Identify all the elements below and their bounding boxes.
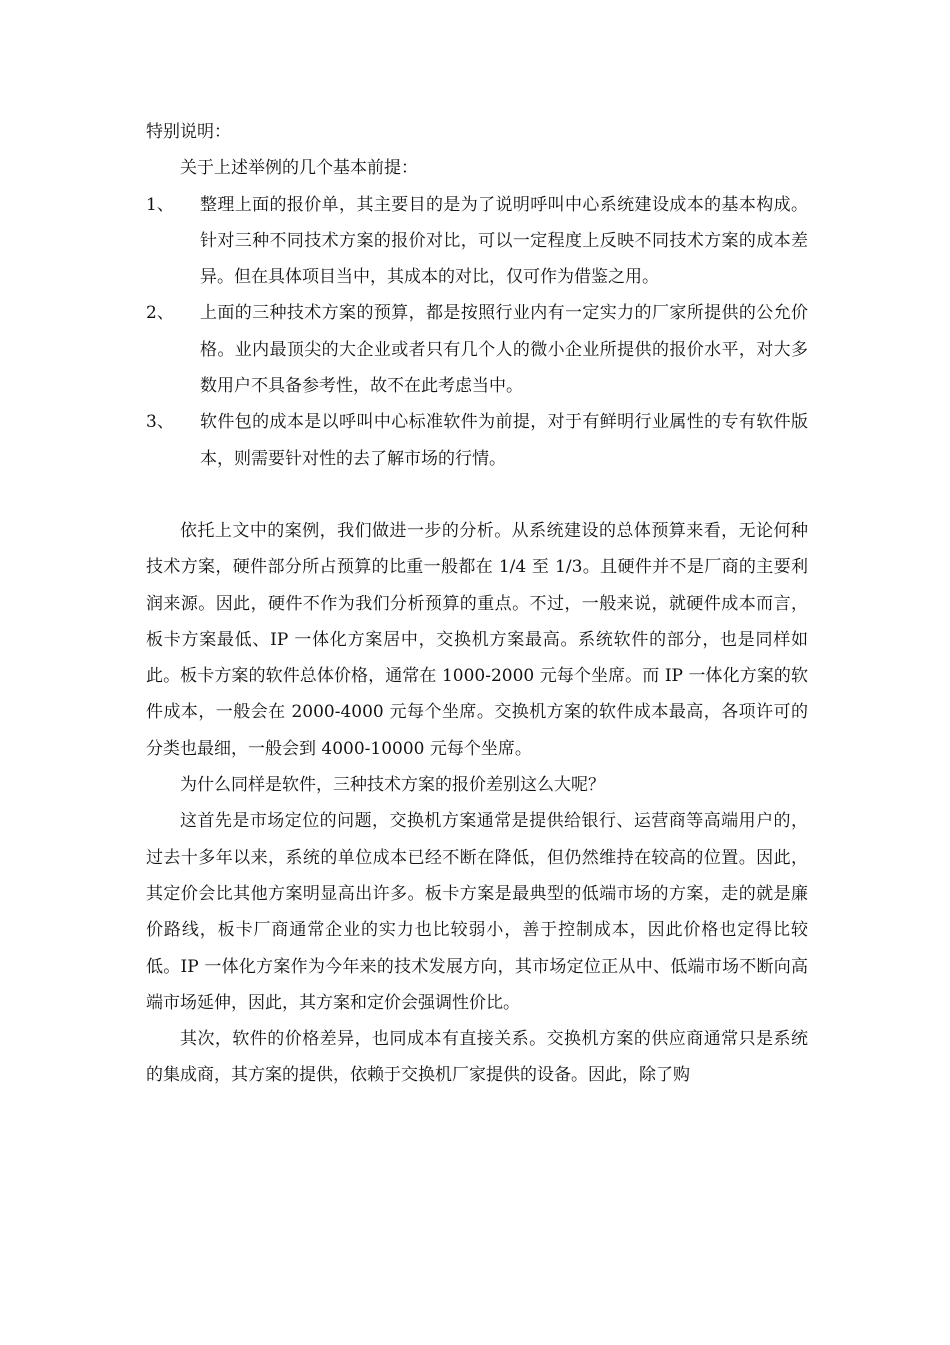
paragraph-spacer [146, 477, 808, 513]
premise-intro: 关于上述举例的几个基本前提： [180, 158, 418, 179]
market-positioning-paragraph: 这首先是市场定位的问题，交换机方案通常是提供给银行、运营商等高端用户的，过去十多年以来，系统的单位成本已经不断在降低，但仍然维持在较高的位置。因此，其定价会比其他方案明显高出许多。板卡方案是最典型的低端市场的方案，走的就是廉价路线，板卡厂商通常企业的实力也比较弱小，善于控制成本，因此价格也定得比较低。IP 一体化方案作为今年来的技术发展方向，其市场定位正从中、低端市场不断向高端市场延伸，因此，其方案和定价会强调性价比。 [146, 811, 808, 1013]
list-item-number: 2、 [146, 303, 174, 324]
special-note-title: 特别说明： [146, 122, 231, 142]
premise-list [146, 187, 808, 477]
list-item-text: 软件包的成本是以呼叫中心标准软件为前提，对于有鲜明行业属性的专有软件版本，则需要针对性的去了解市场的行情。 [200, 412, 808, 469]
list-item-number: 1、 [146, 194, 174, 215]
list-item [146, 404, 808, 477]
question-paragraph: 为什么同样是软件，三种技术方案的报价差别这么大呢？ [180, 775, 605, 796]
list-item-text: 整理上面的报价单，其主要目的是为了说明呼叫中心系统建设成本的基本构成。针对三种不同技术方案的报价对比，可以一定程度上反映不同技术方案的成本差异。但在具体项目当中，其成本的对比，仅可作为借鉴之用。 [200, 194, 808, 288]
list-item-number: 3、 [146, 412, 174, 433]
cost-paragraph: 其次，软件的价格差异，也同成本有直接关系。交换机方案的供应商通常只是系统的集成商，其方案的提供，依赖于交换机厂家提供的设备。因此，除了购 [146, 1029, 808, 1086]
list-item [146, 187, 808, 296]
list-item-text: 上面的三种技术方案的预算，都是按照行业内有一定实力的厂家所提供的公允价格。业内最顶尖的大企业或者只有几个人的微小企业所提供的报价水平，对大多数用户不具备参考性，故不在此考虑当中。 [200, 303, 808, 397]
analysis-paragraph: 依托上文中的案例，我们做进一步的分析。从系统建设的总体预算来看，无论何种技术方案，硬件部分所占预算的比重一般都在 1/4 至 1/3。且硬件并不是厂商的主要利润来源。因此，硬件不作为我们分析预算的重点。不过，一般来说，就硬件成本而言，板卡方案最低、IP 一体化方案居中，交换机方案最高。系统软件的部分，也是同样如此。板卡方案的软件总体价格，通常在 1000-2000 元每个坐席。而 IP 一体化方案的软件成本，一般会在 2000-4000 元每个坐席。交换机方案的软件成本最高，各项许可的分类也最细，一般会到 4000-10000 元每个坐席。 [146, 520, 808, 759]
document-body [146, 114, 808, 1094]
list-item [146, 295, 808, 404]
